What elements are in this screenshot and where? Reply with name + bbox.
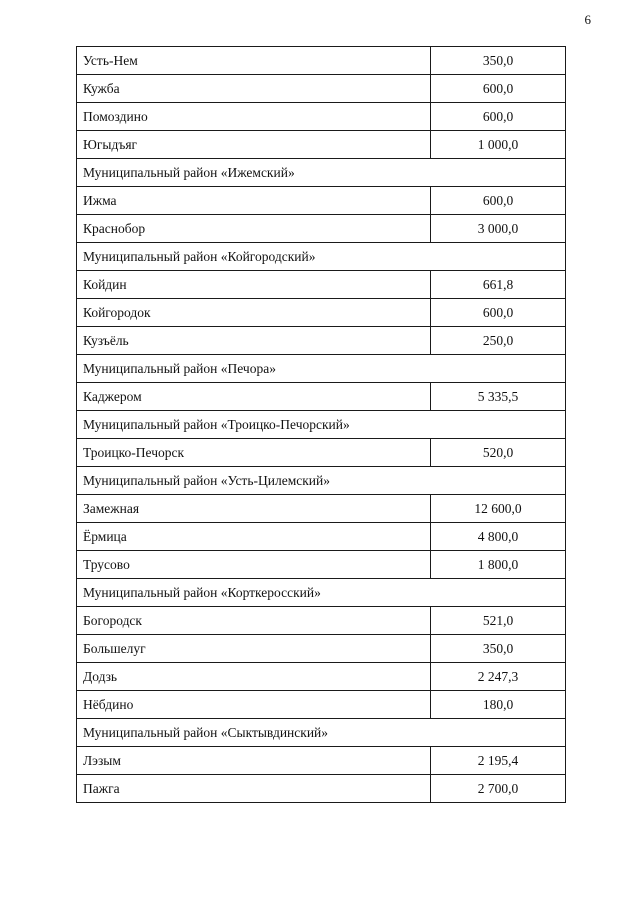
district-name: Муниципальный район «Койгородский» bbox=[77, 243, 566, 271]
settlement-row bbox=[77, 47, 566, 75]
district-name: Муниципальный район «Сыктывдинский» bbox=[77, 719, 566, 747]
settlement-row bbox=[77, 383, 566, 411]
settlement-name: Краснобор bbox=[77, 215, 431, 243]
allocation-table-body bbox=[77, 47, 566, 803]
settlement-amount: 1 000,0 bbox=[431, 131, 566, 159]
settlement-amount: 521,0 bbox=[431, 607, 566, 635]
settlement-name: Пажга bbox=[77, 775, 431, 803]
settlement-row bbox=[77, 327, 566, 355]
settlement-row bbox=[77, 691, 566, 719]
settlement-row bbox=[77, 187, 566, 215]
district-header-row bbox=[77, 719, 566, 747]
allocation-table bbox=[76, 46, 566, 803]
district-header-row bbox=[77, 159, 566, 187]
settlement-name: Кузъёль bbox=[77, 327, 431, 355]
settlement-amount: 661,8 bbox=[431, 271, 566, 299]
settlement-amount: 180,0 bbox=[431, 691, 566, 719]
settlement-row bbox=[77, 75, 566, 103]
settlement-amount: 12 600,0 bbox=[431, 495, 566, 523]
settlement-amount: 4 800,0 bbox=[431, 523, 566, 551]
settlement-row bbox=[77, 215, 566, 243]
settlement-name: Троицко-Печорск bbox=[77, 439, 431, 467]
settlement-amount: 600,0 bbox=[431, 103, 566, 131]
settlement-amount: 600,0 bbox=[431, 299, 566, 327]
settlement-amount: 600,0 bbox=[431, 187, 566, 215]
settlement-name: Большелуг bbox=[77, 635, 431, 663]
district-name: Муниципальный район «Ижемский» bbox=[77, 159, 566, 187]
settlement-row bbox=[77, 523, 566, 551]
settlement-name: Югыдъяг bbox=[77, 131, 431, 159]
settlement-amount: 3 000,0 bbox=[431, 215, 566, 243]
settlement-name: Помоздино bbox=[77, 103, 431, 131]
settlement-amount: 1 800,0 bbox=[431, 551, 566, 579]
settlement-amount: 2 195,4 bbox=[431, 747, 566, 775]
settlement-amount: 600,0 bbox=[431, 75, 566, 103]
settlement-row bbox=[77, 299, 566, 327]
settlement-row bbox=[77, 775, 566, 803]
district-name: Муниципальный район «Корткеросский» bbox=[77, 579, 566, 607]
settlement-name: Койдин bbox=[77, 271, 431, 299]
settlement-row bbox=[77, 747, 566, 775]
settlement-row bbox=[77, 663, 566, 691]
settlement-name: Нёбдино bbox=[77, 691, 431, 719]
settlement-name: Лэзым bbox=[77, 747, 431, 775]
settlement-row bbox=[77, 439, 566, 467]
settlement-row bbox=[77, 103, 566, 131]
settlement-name: Койгородок bbox=[77, 299, 431, 327]
settlement-name: Кужба bbox=[77, 75, 431, 103]
settlement-name: Додзь bbox=[77, 663, 431, 691]
district-header-row bbox=[77, 411, 566, 439]
settlement-name: Каджером bbox=[77, 383, 431, 411]
settlement-row bbox=[77, 607, 566, 635]
district-name: Муниципальный район «Троицко-Печорский» bbox=[77, 411, 566, 439]
settlement-row bbox=[77, 635, 566, 663]
settlement-amount: 520,0 bbox=[431, 439, 566, 467]
settlement-name: Трусово bbox=[77, 551, 431, 579]
district-header-row bbox=[77, 467, 566, 495]
settlement-row bbox=[77, 271, 566, 299]
district-header-row bbox=[77, 243, 566, 271]
district-header-row bbox=[77, 355, 566, 383]
settlement-amount: 5 335,5 bbox=[431, 383, 566, 411]
settlement-row bbox=[77, 495, 566, 523]
settlement-amount: 350,0 bbox=[431, 47, 566, 75]
settlement-name: Замежная bbox=[77, 495, 431, 523]
district-header-row bbox=[77, 579, 566, 607]
settlement-name: Ёрмица bbox=[77, 523, 431, 551]
settlement-amount: 2 247,3 bbox=[431, 663, 566, 691]
settlement-amount: 350,0 bbox=[431, 635, 566, 663]
settlement-amount: 250,0 bbox=[431, 327, 566, 355]
settlement-row bbox=[77, 131, 566, 159]
settlement-amount: 2 700,0 bbox=[431, 775, 566, 803]
page-number: 6 bbox=[584, 12, 591, 27]
settlement-name: Ижма bbox=[77, 187, 431, 215]
district-name: Муниципальный район «Печора» bbox=[77, 355, 566, 383]
settlement-row bbox=[77, 551, 566, 579]
settlement-name: Богородск bbox=[77, 607, 431, 635]
district-name: Муниципальный район «Усть-Цилемский» bbox=[77, 467, 566, 495]
settlement-name: Усть-Нем bbox=[77, 47, 431, 75]
